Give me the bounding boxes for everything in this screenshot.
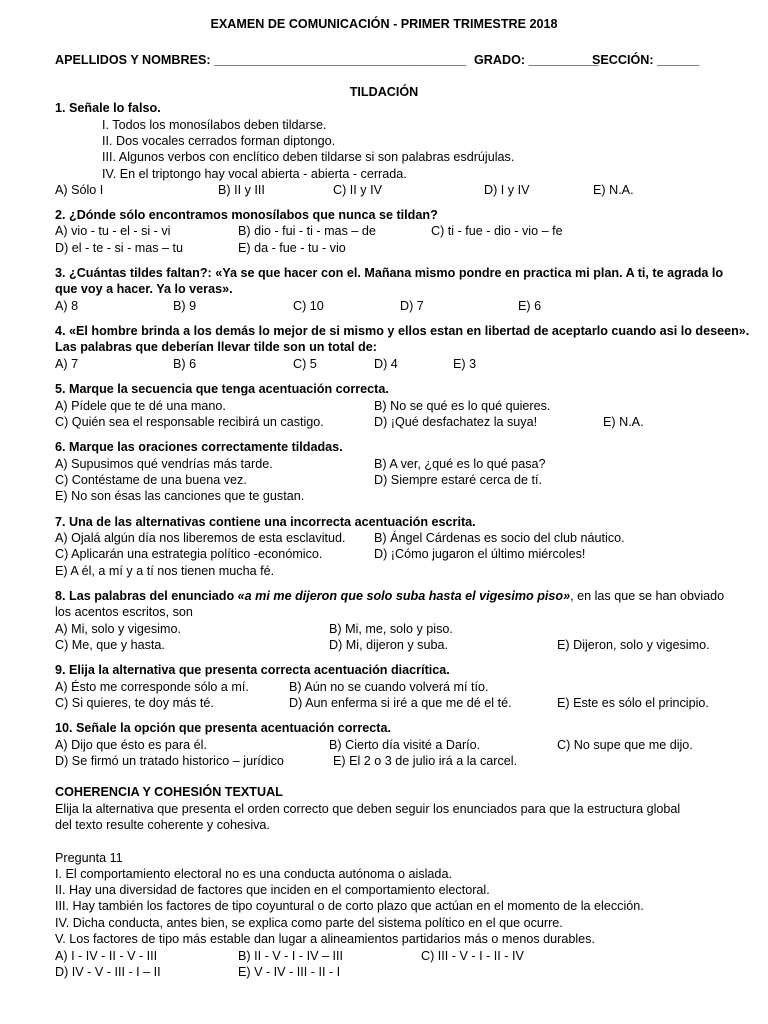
question-10-option-e: E) El 2 o 3 de julio irá a la carcel. (333, 754, 518, 768)
question-9-option-a: A) Ésto me corresponde sólo a mí. (55, 680, 249, 694)
question-9-option-e: E) Este es sólo el principio. (557, 696, 709, 710)
question-5-option-b: B) No se qué es lo qué quieres. (374, 399, 551, 413)
section-heading-tildacion: TILDACIÓN (349, 85, 419, 99)
question-2-option-a: A) vio - tu - el - si - vi (55, 224, 171, 238)
question-1-item: I. Todos los monosílabos deben tildarse. (102, 118, 327, 132)
question-6-prompt: 6. Marque las oraciones correctamente tildadas. (55, 440, 343, 454)
question-8-option-e: E) Dijeron, solo y vigesimo. (557, 638, 710, 652)
coherencia-instructions-cont: del texto resulte coherente y cohesiva. (55, 818, 270, 832)
question-4-prompt-cont: Las palabras que deberían llevar tilde son un total de: (55, 340, 377, 354)
question-1-item: II. Dos vocales cerrados forman diptongo. (102, 134, 336, 148)
question-4-option-b: B) 6 (173, 357, 197, 371)
question-8-prompt-start: 8. Las palabras del enunciado (55, 589, 238, 603)
question-1-option-d: D) I y IV (484, 183, 530, 197)
question-3-option-c: C) 10 (293, 299, 324, 313)
question-10-option-a: A) Dijo que ésto es para él. (55, 738, 207, 752)
grade-field: GRADO: __________ (474, 53, 599, 67)
question-11-item: III. Hay también los factores de tipo coyuntural o de corto plazo que actúan en el momento de la elección. (55, 899, 644, 913)
question-11-option-b: B) II - V - I - IV – III (238, 949, 343, 963)
question-3-option-a: A) 8 (55, 299, 79, 313)
question-4-option-d: D) 4 (374, 357, 398, 371)
section-field: SECCIÓN: ______ (592, 53, 700, 67)
question-11-option-d: D) IV - V - III - I – II (55, 965, 161, 979)
question-7-option-a: A) Ojalá algún día nos liberemos de esta esclavitud. (55, 531, 346, 545)
question-7-option-c: C) Aplicarán una estrategia político -económico. (55, 547, 323, 561)
question-7-option-d: D) ¡Cómo jugaron el último miércoles! (374, 547, 586, 561)
question-1-item: III. Algunos verbos con enclítico deben tildarse si son palabras esdrújulas. (102, 150, 515, 164)
question-1-item: IV. En el triptongo hay vocal abierta - abierta - cerrada. (102, 167, 407, 181)
question-5-prompt: 5. Marque la secuencia que tenga acentuación correcta. (55, 382, 389, 396)
question-6-option-b: B) A ver, ¿qué es lo qué pasa? (374, 457, 546, 471)
question-11-item: I. El comportamiento electoral no es una conducta autónoma o aislada. (55, 867, 452, 881)
question-5-option-a: A) Pídele que te dé una mano. (55, 399, 226, 413)
question-3-prompt: 3. ¿Cuántas tildes faltan?: «Ya se que hacer con el. Mañana mismo pondre en practica mi plan. A ti, te agrada lo (55, 266, 724, 280)
question-5-option-c: C) Quién sea el responsable recibirá un castigo. (55, 415, 324, 429)
question-3-option-e: E) 6 (518, 299, 542, 313)
question-5-option-d: D) ¡Qué desfachatez la suya! (374, 415, 538, 429)
question-6-option-d: D) Siempre estaré cerca de tí. (374, 473, 542, 487)
question-10-option-d: D) Se firmó un tratado historico – jurídico (55, 754, 284, 768)
question-9-option-b: B) Aún no se cuando volverá mí tío. (289, 680, 489, 694)
question-11-option-c: C) III - V - I - II - IV (421, 949, 524, 963)
question-8-option-a: A) Mi, solo y vigesimo. (55, 622, 181, 636)
exam-title: EXAMEN DE COMUNICACIÓN - PRIMER TRIMESTRE 2018 (210, 17, 558, 31)
question-6-option-c: C) Contéstame de una buena vez. (55, 473, 247, 487)
question-8-prompt (55, 588, 724, 604)
question-1-option-c: C) II y IV (333, 183, 382, 197)
question-2-option-c: C) ti - fue - dio - vio – fe (431, 224, 563, 238)
question-2-option-e: E) da - fue - tu - vio (238, 241, 346, 255)
question-5-option-e: E) N.A. (603, 415, 644, 429)
question-10-option-c: C) No supe que me dijo. (557, 738, 693, 752)
question-8-option-d: D) Mi, dijeron y suba. (329, 638, 448, 652)
question-1-option-e: E) N.A. (593, 183, 634, 197)
question-11-item: V. Los factores de tipo más estable dan lugar a alineamientos partidarios más o menos durables. (55, 932, 595, 946)
question-3-option-d: D) 7 (400, 299, 424, 313)
question-11-option-a: A) I - IV - II - V - III (55, 949, 158, 963)
question-10-prompt: 10. Señale la opción que presenta acentuación correcta. (55, 721, 391, 735)
question-9-prompt: 9. Elija la alternativa que presenta correcta acentuación diacrítica. (55, 663, 450, 677)
question-8-prompt-end: , en las que se han obviado (570, 589, 725, 603)
question-4-option-c: C) 5 (293, 357, 317, 371)
question-6-option-a: A) Supusimos qué vendrías más tarde. (55, 457, 273, 471)
question-1-option-b: B) II y III (218, 183, 265, 197)
question-7-prompt: 7. Una de las alternativas contiene una incorrecta acentuación escrita. (55, 515, 476, 529)
question-7-option-e: E) A él, a mí y a tí nos tienen mucha fé. (55, 564, 275, 578)
question-11-title: Pregunta 11 (55, 851, 123, 865)
question-1-option-a: A) Sólo I (55, 183, 104, 197)
question-2-prompt: 2. ¿Dónde sólo encontramos monosílabos que nunca se tildan? (55, 208, 438, 222)
question-11-item: IV. Dicha conducta, antes bien, se explica como parte del sistema político en el que ocurre. (55, 916, 563, 930)
question-8-quote: «a mi me dijeron que solo suba hasta el vigesimo piso» (237, 589, 571, 603)
question-2-option-b: B) dio - fui - ti - mas – de (238, 224, 376, 238)
name-field: APELLIDOS Y NOMBRES: ____________________________________ (55, 53, 467, 67)
question-8-option-c: C) Me, que y hasta. (55, 638, 165, 652)
question-4-option-e: E) 3 (453, 357, 477, 371)
question-3-option-b: B) 9 (173, 299, 197, 313)
question-9-option-c: C) Si quieres, te doy más té. (55, 696, 214, 710)
question-11-item: II. Hay una diversidad de factores que inciden en el comportamiento electoral. (55, 883, 490, 897)
question-3-prompt-cont: que voy a hacer. Ya lo veras». (55, 282, 233, 296)
section-heading-coherencia: COHERENCIA Y COHESIÓN TEXTUAL (55, 785, 283, 799)
question-9-option-d: D) Aun enferma si iré a que me dé el té. (289, 696, 512, 710)
question-10-option-b: B) Cierto día visité a Darío. (329, 738, 481, 752)
question-2-option-d: D) el - te - si - mas – tu (55, 241, 184, 255)
question-8-option-b: B) Mi, me, solo y piso. (329, 622, 453, 636)
coherencia-instructions: Elija la alternativa que presenta el orden correcto que deben seguir los enunciados para que la estructura global (55, 802, 681, 816)
question-7-option-b: B) Ángel Cárdenas es socio del club náutico. (374, 531, 625, 545)
question-6-option-e: E) No son ésas las canciones que te gustan. (55, 489, 305, 503)
question-11-option-e: E) V - IV - III - II - I (238, 965, 341, 979)
question-4-option-a: A) 7 (55, 357, 79, 371)
question-4-prompt: 4. «El hombre brinda a los demás lo mejor de si mismo y ellos estan en libertad de aceptarlo cuando asi lo deseen». (55, 324, 750, 338)
question-1-prompt: 1. Señale lo falso. (55, 101, 161, 115)
question-8-prompt-cont: los acentos escritos, son (55, 605, 193, 619)
